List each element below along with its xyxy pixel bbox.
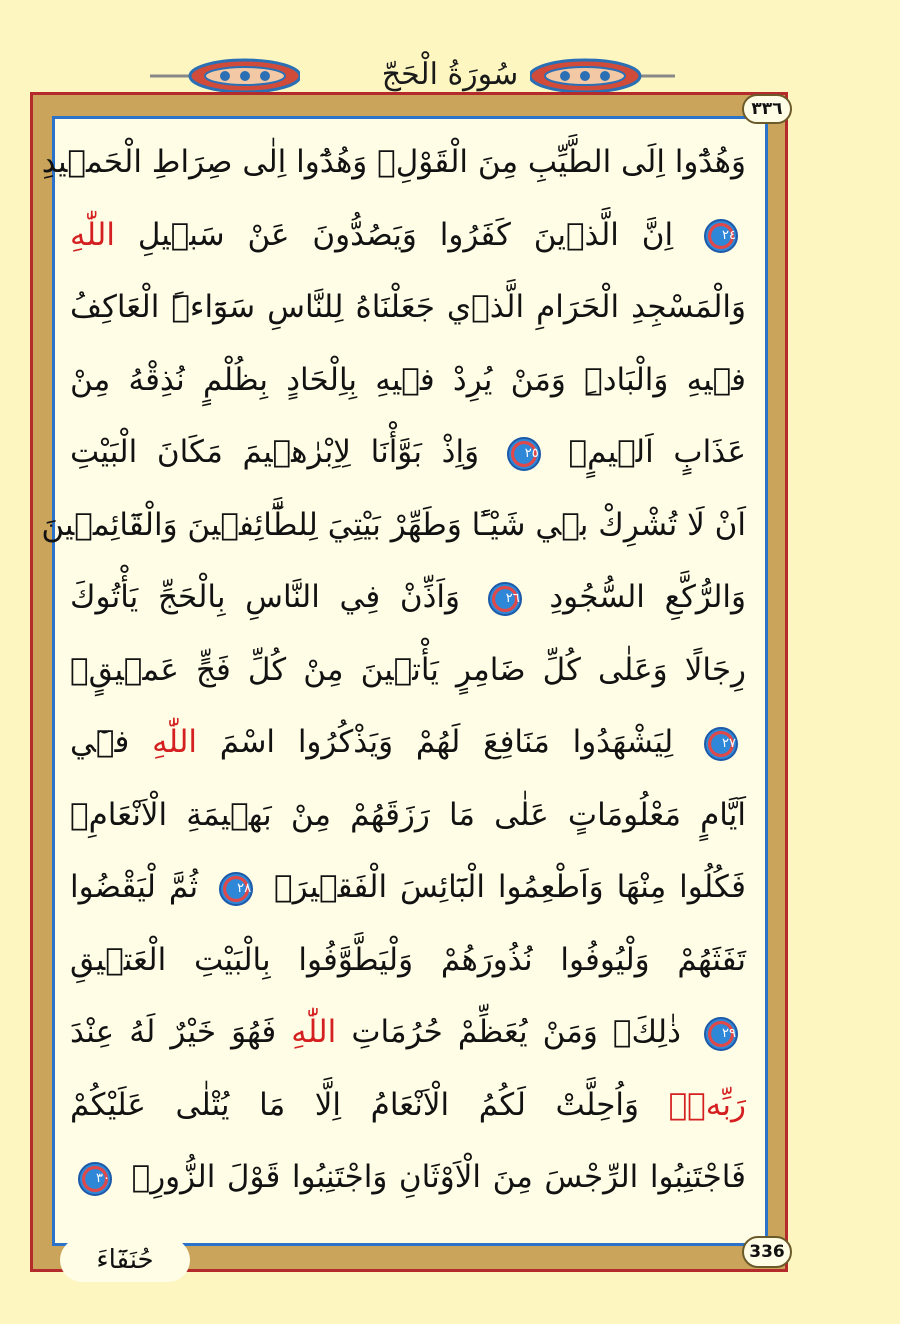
verse-text: ف۪ٓي — [70, 724, 153, 760]
text-line — [70, 1075, 746, 1135]
verse-text: اَيَّامٍ مَعْلُومَاتٍ عَلٰى مَا رَزَقَهُمْ مِنْ بَه۪يمَةِ الْاَنْعَامِۚ — [70, 796, 746, 833]
ayah-marker: ٢٧ — [704, 727, 738, 761]
page-number-arabic: ٣٣٦ — [742, 94, 792, 124]
header-ornament-left-icon — [150, 56, 300, 96]
text-line — [70, 277, 746, 337]
verse-text: فَكُلُوا مِنْهَا وَاَطْعِمُوا الْبَٓائِسَ الْفَق۪يرَۘ — [261, 869, 746, 905]
ayah-marker: ٢٨ — [219, 872, 253, 906]
verse-text: تَفَثَهُمْ وَلْيُوفُوا نُذُورَهُمْ وَلْيَطَّوَّفُوا بِالْبَيْتِ الْعَت۪يقِ — [70, 941, 746, 978]
text-line — [70, 785, 746, 845]
verse-text: فَهُوَ خَيْرٌ لَهُ عِنْدَ — [70, 1014, 292, 1050]
surah-title: سُورَةُ الْحَجّ — [381, 57, 519, 92]
text-line — [70, 1147, 746, 1207]
catchword: حُنَفَٓاءَ — [60, 1238, 190, 1282]
verse-text: لِيَشْهَدُوا مَنَافِعَ لَهُمْ وَيَذْكُرُوا اسْمَ — [197, 724, 696, 760]
quran-text-area — [41, 128, 758, 1236]
verse-text: رِجَالًا وَعَلٰى كُلِّ ضَامِرٍ يَأْت۪ينَ مِنْ كُلِّ فَجٍّ عَم۪يقٍۙ — [70, 651, 746, 688]
text-line — [70, 712, 746, 772]
verse-text: عَذَابٍ اَل۪يمٍ۟ — [548, 434, 746, 470]
text-line — [70, 930, 746, 990]
divine-name: اللّٰهِ — [152, 724, 198, 760]
ayah-marker: ٢٦ — [488, 582, 522, 616]
verse-text: وَاَذِّنْ فِي النَّاسِ بِالْحَجِّ يَأْتُوكَ — [70, 579, 480, 615]
verse-text: ذٰلِكَۗ وَمَنْ يُعَظِّمْ حُرُمَاتِ — [336, 1014, 696, 1050]
verse-text: وَاُحِلَّتْ لَكُمُ الْاَنْعَامُ اِلَّا مَا يُتْلٰى عَلَيْكُمْ — [70, 1086, 669, 1123]
divine-name: رَبِّه۪ۜ — [668, 1086, 746, 1123]
text-line — [70, 857, 746, 917]
text-line — [70, 350, 746, 410]
divine-name: اللّٰهِ — [291, 1014, 337, 1050]
verse-text: فَاجْتَنِبُوا الرِّجْسَ مِنَ الْاَوْثَانِ وَاجْتَنِبُوا قَوْلَ الزُّورِۙ — [120, 1159, 746, 1195]
text-line — [41, 132, 746, 192]
ayah-marker: ٢٩ — [704, 1017, 738, 1051]
text-line — [70, 1002, 746, 1062]
text-line — [41, 495, 746, 555]
ayah-marker: ٢٤ — [704, 219, 738, 253]
verse-text: وَالرُّكَّعِ السُّجُودِ — [529, 579, 746, 615]
text-line — [70, 640, 746, 700]
divine-name: اللّٰهِ — [70, 216, 115, 253]
ayah-marker: ٣٠ — [78, 1162, 112, 1196]
text-line — [70, 205, 746, 265]
verse-text: وَهُدُٓوا اِلَى الطَّيِّبِ مِنَ الْقَوْلِۚ وَهُدُٓوا اِلٰى صِرَاطِ الْحَم۪يدِ — [41, 144, 746, 180]
verse-text: ثُمَّ لْيَقْضُوا — [70, 869, 212, 905]
verse-text: اَنْ لَا تُشْرِكْ ب۪ي شَيْـًٔا وَطَهِّرْ بَيْتِيَ لِلطَّٓائِف۪ينَ وَالْقَٓائِم۪ينَ — [41, 506, 746, 543]
verse-text: وَالْمَسْجِدِ الْحَرَامِ الَّذ۪ي جَعَلْنَاهُ لِلنَّاسِ سَوَٓاءًۨ الْعَاكِفُ — [70, 289, 746, 325]
page-number: 336 — [742, 1236, 792, 1268]
verse-text: وَاِذْ بَوَّأْنَا لِاِبْرٰه۪يمَ مَكَانَ الْبَيْتِ — [70, 434, 499, 470]
ayah-marker: ٢٥ — [507, 437, 541, 471]
verse-text: اِنَّ الَّذ۪ينَ كَفَرُوا وَيَصُدُّونَ عَنْ سَب۪يلِ — [114, 216, 696, 253]
verse-text: ف۪يهِ وَالْبَادِۜ وَمَنْ يُرِدْ ف۪يهِ بِاِلْحَادٍ بِظُلْمٍ نُذِقْهُ مِنْ — [70, 361, 746, 398]
text-line — [70, 567, 746, 627]
text-line — [70, 422, 746, 482]
